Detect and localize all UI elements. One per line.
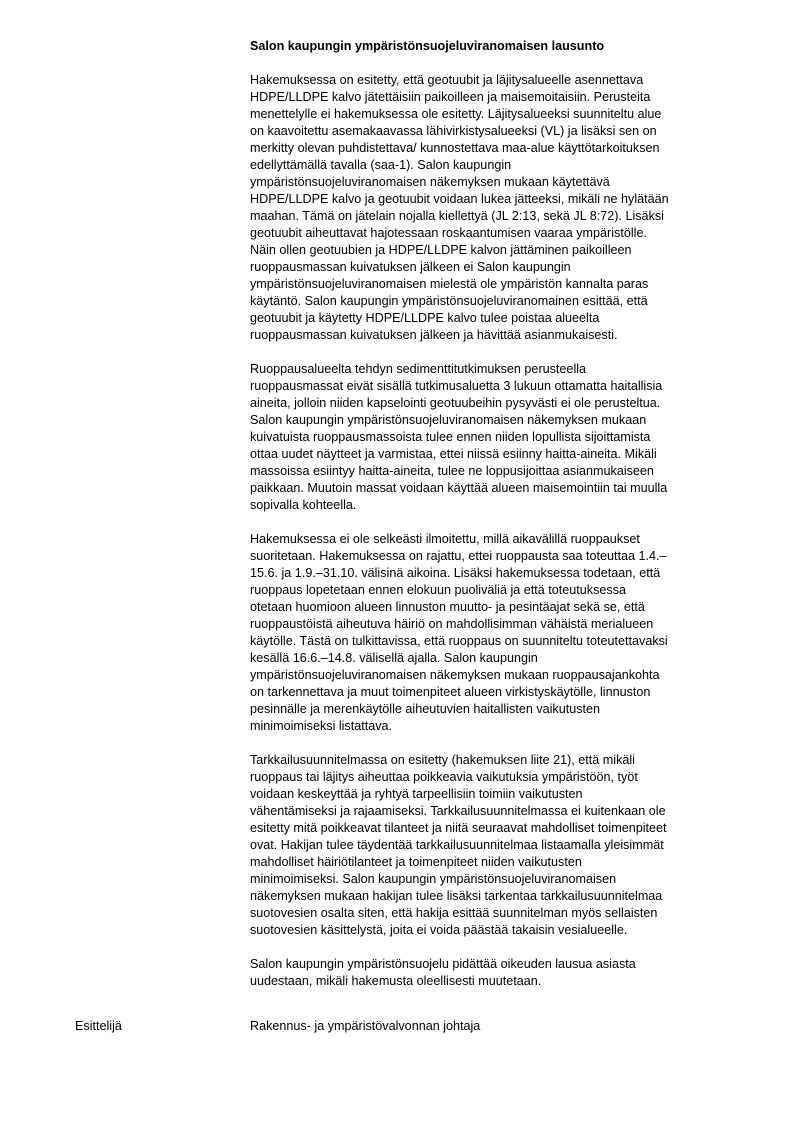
paragraph-geotubes: Hakemuksessa on esitetty, että geotuubit ja läjitysalueelle asennettava HDPE/LLDPE kalvo jätettäisiin paikoilleen ja maisemoitaisiin. Perusteita menettelylle ei hakemuksessa ole esitetty. Läjitysalueeksi suunniteltu alue on kaavoitettu asemakaavassa lähivirkistysalueeksi (VL) ja lisäksi sen on merkitty olevan puhdistettava/ kunnostettava maa-alue käyttötarkoituksen edellyttämällä tavalla (saa-1). Salon kaupungin ympäristönsuojeluviranomaisen näkemyksen mukaan käytettävä HDPE/LLDPE kalvo ja geotuubit voidaan lukea jätteeksi, mikäli ne hylätään maahan. Tämä on jätelain nojalla kiellettyä (JL 2:13, sekä JL 8:72). Lisäksi geotuubit aiheuttavat hajotessaan roskaantumisen vaaraa ympäristölle. Näin ollen geotuubien ja HDPE/LLDPE kalvon jättäminen paikoilleen ruoppausmassan kuivatuksen jälkeen ei Salon kaupungin ympäristönsuojeluviranomaisen mielestä ole ympäristön kannalta paras käytäntö. Salon kaupungin ympäristönsuojeluviranomainen esittää, että geotuubit ja käytetty HDPE/LLDPE kalvo tulee poistaa alueelta ruoppausmassan kuivatuksen jälkeen ja hävittää asianmukaisesti. <box>250 73 669 342</box>
paragraph-dredging-schedule: Hakemuksessa ei ole selkeästi ilmoitettu, millä aikavälillä ruoppaukset suoritetaan. Hakemuksessa on rajattu, ettei ruoppausta saa toteuttaa 1.4.– 15.6. ja 1.9.–31.10. välisinä aikoina. Lisäksi hakemuksessa todetaan, että ruoppaus lopetetaan ennen elokuun puoliväliä ja että toteutuksessa otetaan huomioon alueen linnuston muutto- ja pesintäajat sekä se, että ruoppaustöistä aiheutuva häiriö on mahdollisimman vähäistä merialueen käytölle. Tästä on tulkittavissa, että ruoppaus on suunniteltu toteutettavaksi kesällä 16.6.–14.8. välisellä ajalla. Salon kaupungin ympäristönsuojeluviranomaisen näkemyksen mukaan ruoppausajankohta on tarkennettava ja muut toimenpiteet alueen virkistyskäytölle, linnuston pesinnälle ja merenkäytölle aiheutuvien haitallisten vaikutusten minimoimiseksi listattava. <box>250 532 668 733</box>
statement-title: Salon kaupungin ympäristönsuojeluviranomaisen lausunto <box>250 39 605 53</box>
paragraph-sediment: Ruoppausalueelta tehdyn sedimenttitutkimuksen perusteella ruoppausmassat eivät sisällä tutkimusaluetta 3 lukuun ottamatta haitallisia aineita, jolloin niiden kapselointi geotuubeihin pysyvästi ei ole perusteltua. Salon kaupungin ympäristönsuojeluviranomaisen näkemyksen mukaan kuivatuista ruoppausmassoista tulee ennen niiden lopullista sijoittamista ottaa uudet näytteet ja varmistaa, ettei niissä esiinny haitta-aineita. Mikäli massoissa esiintyy haitta-aineita, tulee ne loppusijoittaa asianmukaiseen paikkaan. Muutoin massat voidaan käyttää alueen maisemointiin tai muulla sopivalla kohteella. <box>250 362 668 512</box>
presenter-value: Rakennus- ja ympäristövalvonnan johtaja <box>250 1019 481 1033</box>
presenter-label: Esittelijä <box>75 1019 122 1033</box>
paragraph-monitoring-plan: Tarkkailusuunnitelmassa on esitetty (hakemuksen liite 21), että mikäli ruoppaus tai läjitys aiheuttaa poikkeavia vaikutuksia ympäristöön, työt voidaan keskeyttää ja ryhtyä tarpeellisiin toimiin vaikutusten vähentämiseksi ja rajaamiseksi. Tarkkailusuunnitelmassa ei kuitenkaan ole esitetty mitä poikkeavat tilanteet ja niitä seuraavat mahdolliset toimenpiteet ovat. Hakijan tulee täydentää tarkkailusuunnitelmaa listaamalla yleisimmät mahdolliset häiriötilanteet ja toimenpiteet niiden vaikutusten minimoimiseksi. Salon kaupungin ympäristönsuojeluviranomaisen näkemyksen mukaan hakijan tulee lisäksi tarkentaa tarkkailusuunnitelmaa suotovesien osalta siten, että hakija esittää suunnitelman myös sellaisten suotovesien käsittelystä, joita ei voida päästää takaisin vesialueelle. <box>250 753 667 937</box>
paragraph-reservation: Salon kaupungin ympäristönsuojelu pidättää oikeuden lausua asiasta uudestaan, mikäli hakemusta oleellisesti muutetaan. <box>250 957 636 988</box>
statement-body <box>250 38 750 1007</box>
presenter-row <box>0 1018 794 1035</box>
